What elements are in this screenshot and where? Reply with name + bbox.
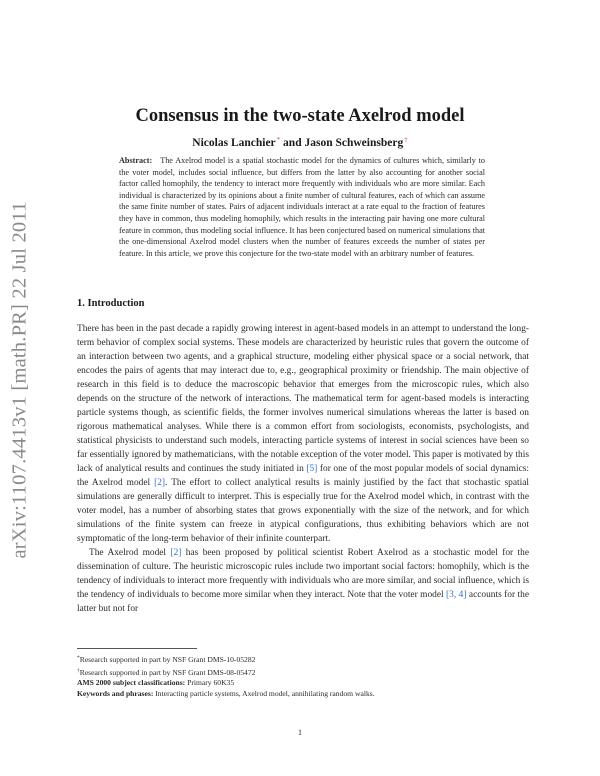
footnote-marker[interactable]: *: [276, 136, 281, 144]
keywords-label: Keywords and phrases:: [77, 688, 154, 698]
footnote-text: Research supported in part by NSF Grant DMS-08-05472: [79, 667, 256, 677]
body-text: [77, 322, 529, 616]
abstract-label: Abstract:: [119, 156, 153, 165]
footnote-text: Research supported in part by NSF Grant DMS-10-05282: [79, 655, 256, 664]
text-run: for one of the most popular models of social dynamics: the Axelrod model: [77, 464, 529, 488]
footnote-mark: *: [77, 655, 80, 661]
ams-label: AMS 2000 subject classifications:: [77, 678, 186, 688]
footnotes: [77, 653, 529, 699]
footnote-marker[interactable]: †: [404, 136, 408, 144]
paragraph: [77, 546, 529, 616]
author-name: Nicolas Lanchier: [192, 137, 276, 149]
text-run: The Axelrod model: [89, 548, 171, 558]
text-run: has been proposed by political scientist Robert Axelrod as a stochastic model for the dissemination of culture. The heuristic microscopic rules include two important social factors: homophily, which is the tendency of individuals to interact more frequently with individuals who are more similar, and social influence, which is the tendency of individuals to become more similar when they interact. Note that the voter model: [77, 548, 530, 600]
paragraph: [77, 322, 529, 546]
text-run: accounts for the latter but not for: [77, 590, 530, 614]
page-number: 1: [298, 728, 302, 737]
author-line: [0, 136, 600, 149]
text-run: . The effort to collect analytical results is mainly justified by the fact that stochastic spatial simulations are generally difficult to interpret. This is especially true for the Axelrod model which, in contrast with the voter model, has a number of absorbing states that grows exponentially with the size of the network, and for which simulations of the finite system can freeze in atypical configurations, thus exhibiting behaviors which are not symptomatic of the long-term behavior of their infinite counterpart.: [77, 478, 530, 544]
keywords-value: Interacting particle systems, Axelrod model, annihilating random walks.: [153, 688, 375, 698]
author-name: Jason Schweinsberg: [304, 137, 404, 149]
footnote: [77, 653, 529, 666]
section-heading: 1. Introduction: [77, 298, 145, 309]
citation-link[interactable]: [5]: [306, 464, 318, 474]
abstract: [119, 155, 485, 259]
ams-classification: [77, 678, 529, 689]
citation-link[interactable]: [2]: [154, 478, 166, 488]
citation-link[interactable]: [2]: [170, 548, 182, 558]
paper-title: Consensus in the two-state Axelrod model: [135, 106, 465, 126]
footnote: [77, 666, 529, 679]
abstract-text: The Axelrod model is a spatial stochastic model for the dynamics of cultures which, similarly to the voter model, includes social influence, but differs from the latter by also accounting for another social factor called homophily, the tendency to interact more frequently with individuals who are more similar. Each individual is characterized by its opinions about a finite number of cultural features, each of which can assume the same finite number of states. Pairs of adjacent individuals interact at a rate equal to the fraction of features they have in common, thus modeling homophily, which results in the interacting pair having one more cultural feature in common, thus modeling social influence. It has been conjectured based on numerical simulations that the one-dimensional Axelrod model clusters when the number of features exceeds the number of states per feature. In this article, we prove this conjecture for the two-state model with an arbitrary number of features.: [119, 156, 485, 258]
ams-value: Primary 60K35: [185, 678, 235, 688]
arxiv-stamp-text: arXiv:1107.4413v1 [math.PR] 22 Jul 2011: [8, 201, 31, 559]
footnote-mark: †: [77, 667, 80, 674]
author-connector: and: [280, 137, 305, 149]
text-run: There has been in the past decade a rapidly growing interest in agent-based models in an attempt to understand the long-term behavior of complex social systems. These models are characterized by heuristic rules that govern the outcome of an interaction between two agents, and a graphical structure, modeling either physical space or a social network, that encodes the pairs of agents that may interact due to, e.g., geographical proximity or friendship. The main objective of research in this field is to deduce the macroscopic behavior that emerges from the microscopic rules, which also depends on the structure of the network of interactions. The mathematical term for agent-based models is interacting particle systems though, as scientific fields, the former involves numerical simulations whereas the latter is based on rigorous mathematical analyses. While there is a common effort from sociologists, economists, psychologists, and statistical physicists to understand such models, interacting particle systems of interest in social sciences have been so far essentially ignored by mathematicians, with the notable exception of the voter model. This paper is motivated by this lack of analytical results and continues the study initiated in: [77, 324, 529, 474]
footnote-divider: [77, 648, 197, 649]
citation-link[interactable]: [3, 4]: [446, 590, 467, 600]
keywords: [77, 689, 529, 700]
arxiv-stamp: [6, 130, 34, 630]
